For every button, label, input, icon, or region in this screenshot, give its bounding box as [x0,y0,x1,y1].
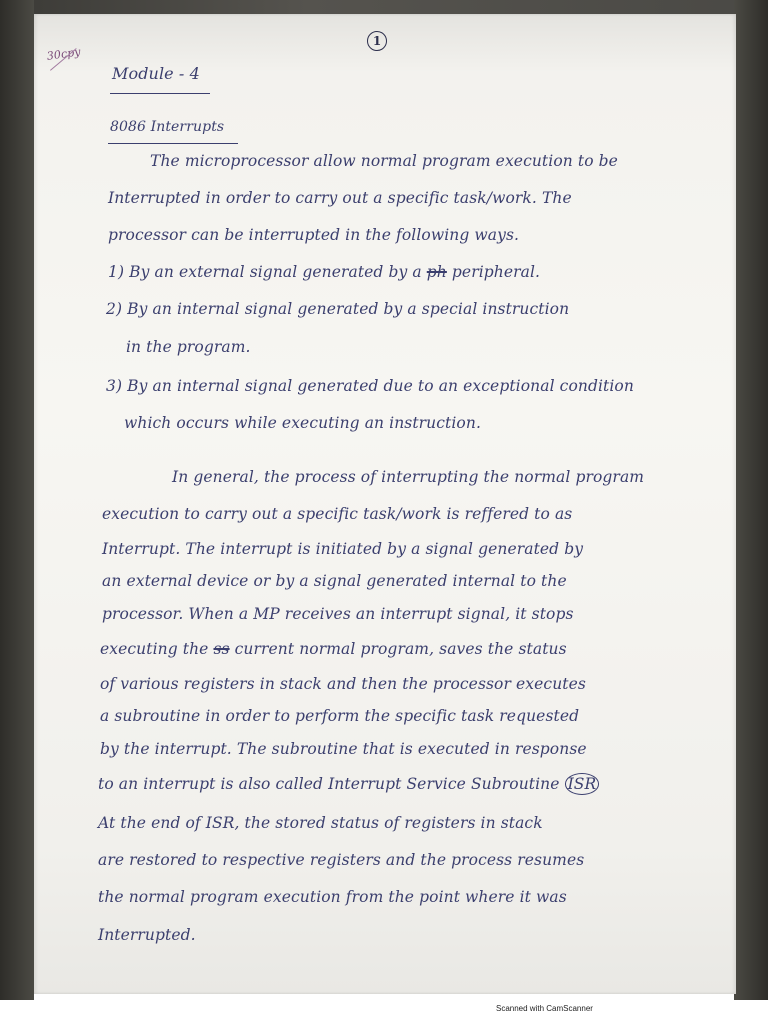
list-item-1 [108,263,540,281]
scanner-footer-bar [0,1000,768,1024]
body-line: Interrupted in order to carry out a specific task/work. The [108,189,572,207]
isr-abbreviation: ISR [565,773,600,795]
body-line: the normal program execution from the point where it was [98,888,567,906]
body-line: processor. When a MP receives an interrupt signal, it stops [102,605,574,623]
list-item-1-text: 1) By an external signal generated by a [108,263,422,281]
body-line-isr [98,773,599,795]
list-item-1-end: peripheral. [451,263,541,281]
body-line: The microprocessor allow normal program execution to be [150,152,618,170]
page-number: 1 [372,34,382,48]
body-line: In general, the process of interrupting the normal program [172,468,645,486]
section-title-underline [108,143,238,144]
body-line: by the interrupt. The subroutine that is executed in response [100,740,587,758]
body-line-start: executing the [100,640,209,658]
page-number-circle [367,31,387,51]
module-title: Module - 4 [112,64,200,83]
body-line: are restored to respective registers and the process resumes [98,851,585,869]
body-line: a subroutine in order to perform the specific task requested [100,707,580,725]
list-item-2: 2) By an internal signal generated by a special instruction [106,300,570,318]
body-line: processor can be interrupted in the following ways. [108,226,520,244]
struck-out-text: ph [426,263,447,281]
body-line-start: to an interrupt is also called Interrupt Service Subroutine [98,775,560,793]
list-item-3: 3) By an internal signal generated due to an exceptional condition [106,377,634,395]
section-title: 8086 Interrupts [110,119,225,135]
body-line: Interrupt. The interrupt is initiated by a signal generated by [102,540,584,558]
body-line: Interrupted. [98,926,196,944]
margin-note: 30cpy [46,45,82,63]
body-line-end: current normal program, saves the status [234,640,567,658]
body-line-with-strike [100,640,567,658]
body-line: of various registers in stack and then the processor executes [100,675,586,693]
left-background-edge [0,0,34,1000]
list-item-2-cont: in the program. [126,338,251,356]
body-line: execution to carry out a specific task/work is reffered to as [102,505,573,523]
body-line: an external device or by a signal generated internal to the [102,572,567,590]
body-line: At the end of ISR, the stored status of registers in stack [98,814,543,832]
struck-out-text: ss [213,640,230,658]
module-title-underline [110,93,210,94]
right-background-edge [734,0,768,1000]
list-item-3-cont: which occurs while executing an instruction. [124,414,481,432]
scanner-watermark: Scanned with CamScanner [496,1004,593,1013]
